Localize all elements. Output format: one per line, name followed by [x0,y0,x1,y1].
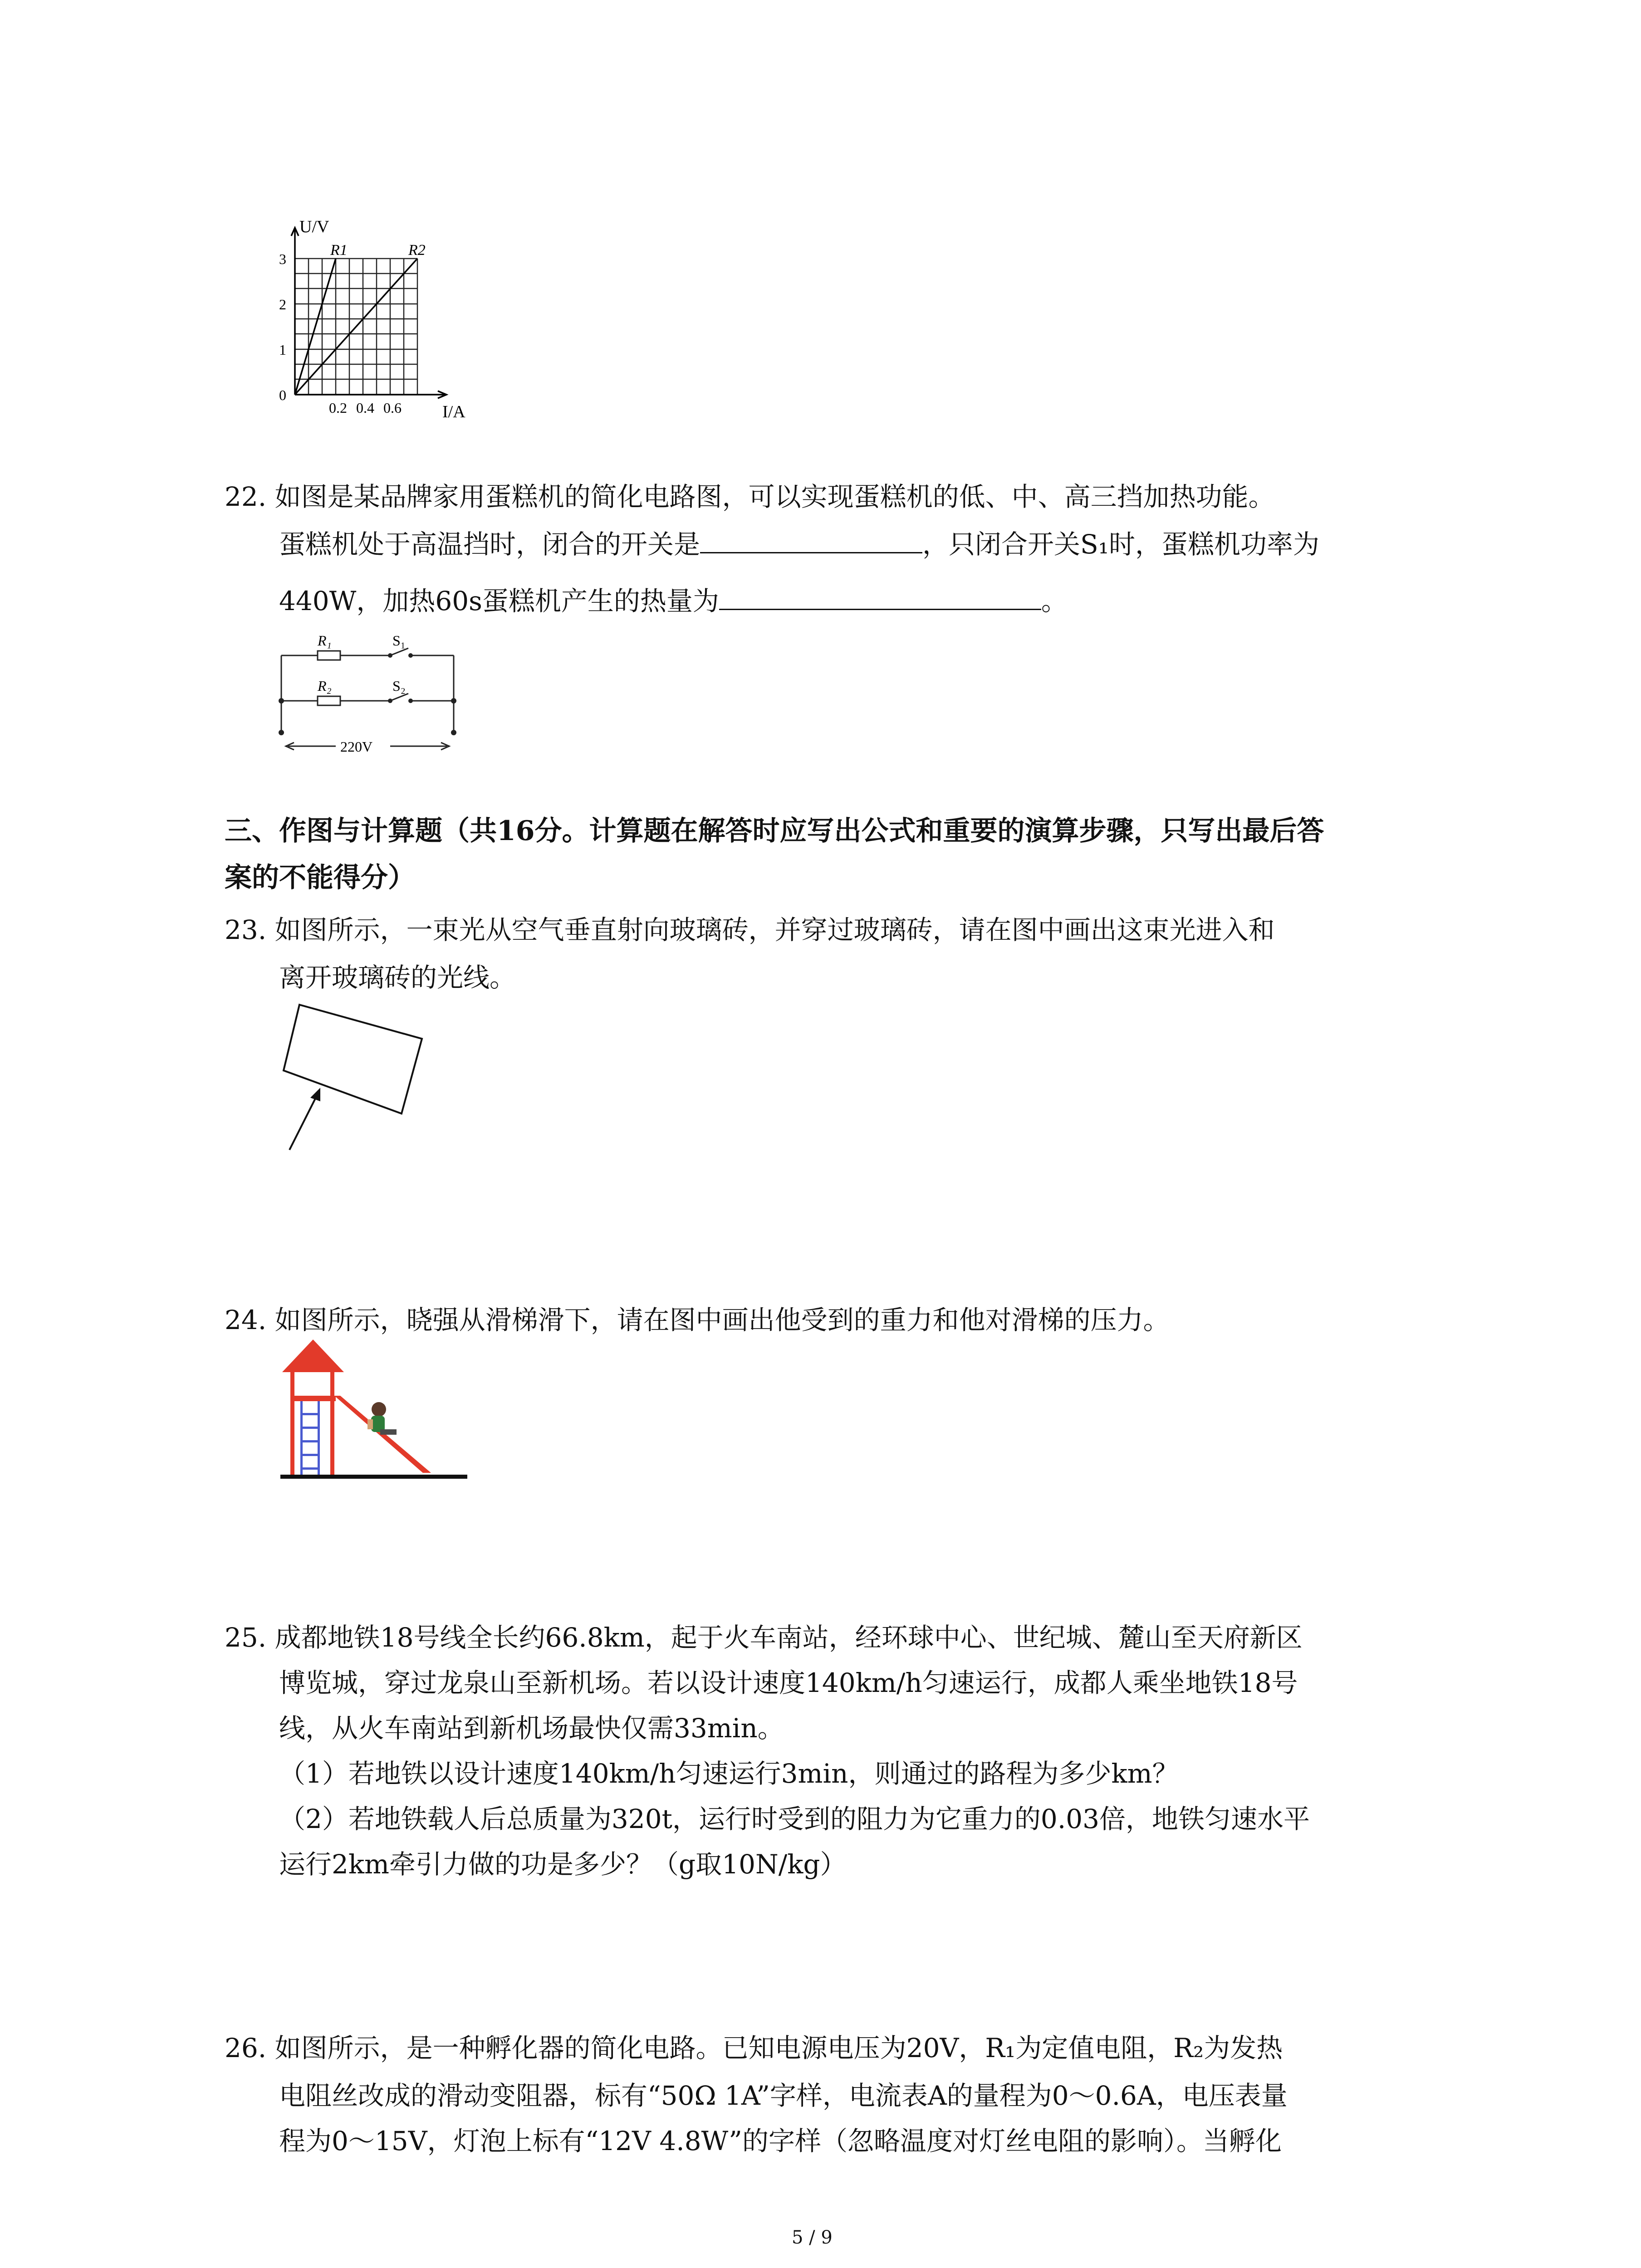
svg-text:U/V: U/V [299,217,329,236]
svg-text:220V: 220V [340,738,373,755]
q22-line2: 蛋糕机处于高温挡时，闭合的开关是 ，只闭合开关S₁时，蛋糕机功率为 [279,526,1319,562]
q25-line1: 25. 成都地铁18号线全长约66.8km，起于火车南站，经环球中心、世纪城、麓山至天府新区 [225,1622,1303,1653]
slide-diagram[interactable] [277,1336,476,1486]
q25-sub2a: （2）若地铁载人后总质量为320t，运行时受到的阻力为它重力的0.03倍，地铁匀速水平 [279,1804,1310,1834]
r2-line [295,259,417,395]
r1-line [295,259,336,395]
q25-sub2b: 运行2km牵引力做的功是多少？（g取10N/kg） [279,1849,847,1880]
section3-heading-line2: 案的不能得分） [225,862,415,894]
page-number: 5 / 9 [792,2227,833,2248]
q26-line3: 程为0～15V，灯泡上标有“12V 4.8W”的字样（忽略温度对灯丝电阻的影响）。当孵化 [279,2126,1282,2156]
q24-line1: 24. 如图所示，晓强从滑梯滑下，请在图中画出他受到的重力和他对滑梯的压力。 [225,1305,1170,1335]
q26-line2: 电阻丝改成的滑动变阻器，标有“50Ω 1A”字样，电流表A的量程为0～0.6A，电压表量 [279,2080,1288,2111]
glass-brick-diagram[interactable] [272,998,463,1161]
q22-blank-switches[interactable] [700,527,922,553]
svg-text:3: 3 [279,251,286,267]
q22-line1: 22. 如图是某品牌家用蛋糕机的简化电路图，可以实现蛋糕机的低、中、高三挡加热功能。 [225,481,1275,512]
q22-line3: 440W，加热60s蛋糕机产生的热量为 。 [279,583,1068,619]
svg-text:1: 1 [279,342,286,358]
svg-text:S₂: S₂ [392,678,406,694]
svg-text:0.6: 0.6 [383,400,402,416]
q26-line1: 26. 如图所示，是一种孵化器的简化电路。已知电源电压为20V，R₁为定值电阻，R₂为发热 [225,2033,1283,2063]
q25-line2: 博览城，穿过龙泉山至新机场。若以设计速度140km/h匀速运行，成都人乘坐地铁18号 [279,1667,1298,1698]
svg-text:R₂: R₂ [318,678,332,694]
svg-text:I/A: I/A [442,402,465,421]
svg-text:0: 0 [279,387,286,403]
section3-heading-line1: 三、作图与计算题（共16分。计算题在解答时应写出公式和重要的演算步骤，只写出最后答 [225,815,1324,847]
q22-blank-heat[interactable] [719,583,1041,610]
svg-text:S₁: S₁ [392,632,406,649]
q23-line1: 23. 如图所示，一束光从空气垂直射向玻璃砖，并穿过玻璃砖，请在图中画出这束光进入和 [225,914,1275,945]
u-i-graph [254,213,508,422]
q23-line2: 离开玻璃砖的光线。 [279,962,516,993]
svg-text:0.4: 0.4 [356,400,374,416]
svg-text:R1: R1 [330,242,348,259]
svg-text:0.2: 0.2 [329,400,347,416]
svg-text:R₁: R₁ [318,632,332,649]
child-figure [372,1402,386,1417]
q25-sub1: （1）若地铁以设计速度140km/h匀速运行3min，则通过的路程为多少km？ [279,1758,1179,1789]
svg-text:2: 2 [279,296,286,313]
svg-text:R2: R2 [408,242,426,259]
q25-line3: 线，从火车南站到新机场最快仅需33min。 [279,1713,784,1744]
cake-machine-circuit [272,628,463,760]
